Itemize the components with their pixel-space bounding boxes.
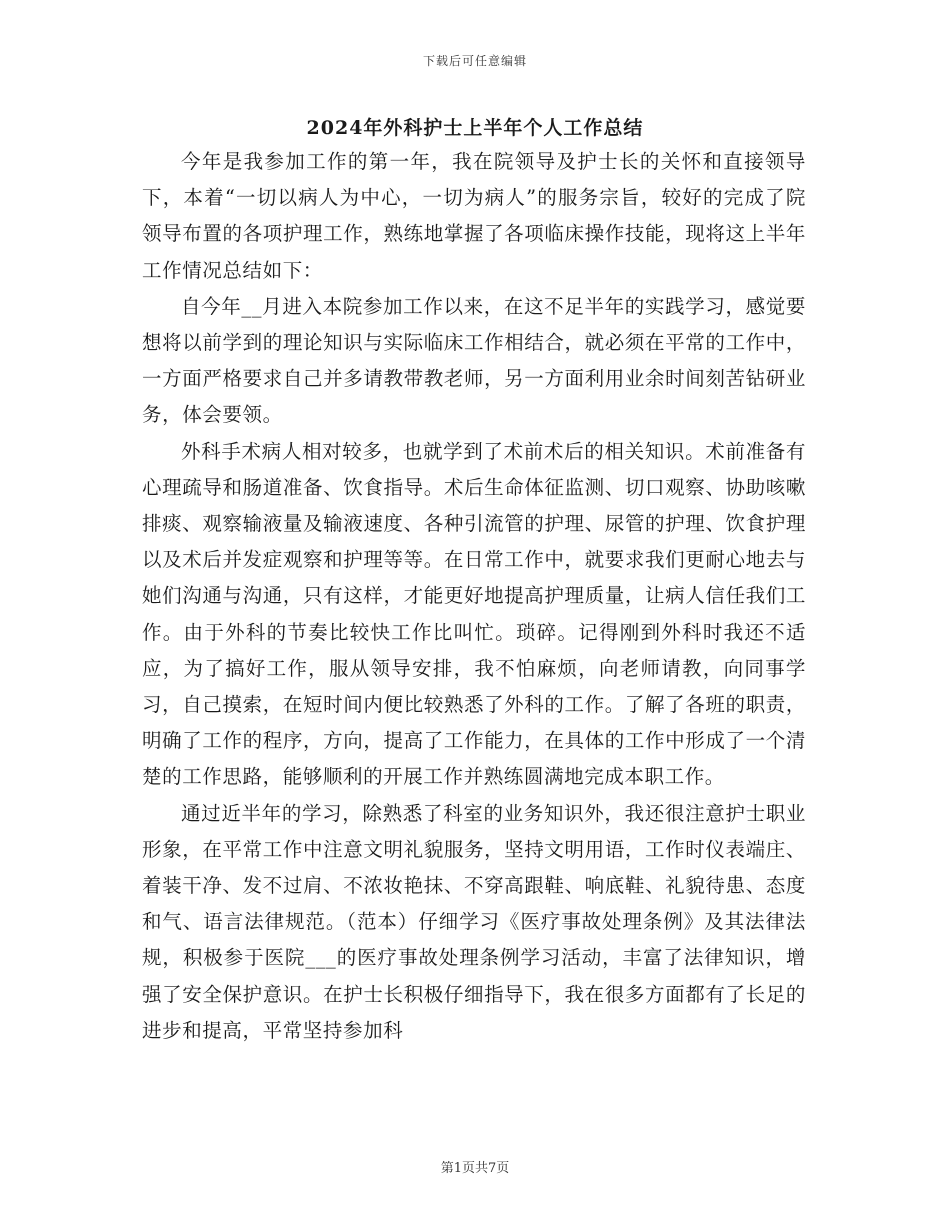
document-body <box>142 144 806 1049</box>
page-header-note: 下载后可任意编辑 <box>422 54 527 68</box>
page-number: 第1页共7页 <box>440 1161 510 1176</box>
paragraph-4: 通过近半年的学习，除熟悉了科室的业务知识外，我还很注意护士职业形象，在平常工作中注意文明礼貌服务，坚持文明用语，工作时仪表端庄、着装干净、发不过肩、不浓妆艳抹、不穿高跟鞋、响底鞋、礼貌待患、态度和气、语言法律规范。（范本）仔细学习《医疗事故处理条例》及其法律法规，积极参于医院___的医疗事故处理条例学习活动，丰富了法律知识，增强了安全保护意识。在护士长积极仔细指导下，我在很多方面都有了长足的进步和提高，平常坚持参加科 <box>142 801 806 1042</box>
paragraph-2: 自今年__月进入本院参加工作以来，在这不足半年的实践学习，感觉要想将以前学到的理论知识与实际临床工作相结合，就必须在平常的工作中，一方面严格要求自己并多请教带教老师，另一方面利用业余时间刻苦钻研业务，体会要领。 <box>142 294 806 427</box>
paragraph-3: 外科手术病人相对较多，也就学到了术前术后的相关知识。术前准备有心理疏导和肠道准备、饮食指导。术后生命体征监测、切口观察、协助咳嗽排痰、观察输液量及输液速度、各种引流管的护理、尿管的护理、饮食护理以及术后并发症观察和护理等等。在日常工作中，就要求我们更耐心地去与她们沟通与沟通，只有这样，才能更好地提高护理质量，让病人信任我们工作。由于外科的节奏比较快工作比叫忙。琐碎。记得刚到外科时我还不适应，为了搞好工作，服从领导安排，我不怕麻烦，向老师请教，向同事学习，自己摸索，在短时间内便比较熟悉了外科的工作。了解了各班的职责，明确了工作的程序，方向，提高了工作能力，在具体的工作中形成了一个清楚的工作思路，能够顺利的开展工作并熟练圆满地完成本职工作。 <box>142 439 806 789</box>
document-title: 2024年外科护士上半年个人工作总结 <box>306 117 644 139</box>
paragraph-1: 今年是我参加工作的第一年，我在院领导及护士长的关怀和直接领导下，本着“一切以病人为中心，一切为病人”的服务宗旨，较好的完成了院领导布置的各项护理工作，熟练地掌握了各项临床操作技能，现将这上半年工作情况总结如下： <box>142 150 806 282</box>
